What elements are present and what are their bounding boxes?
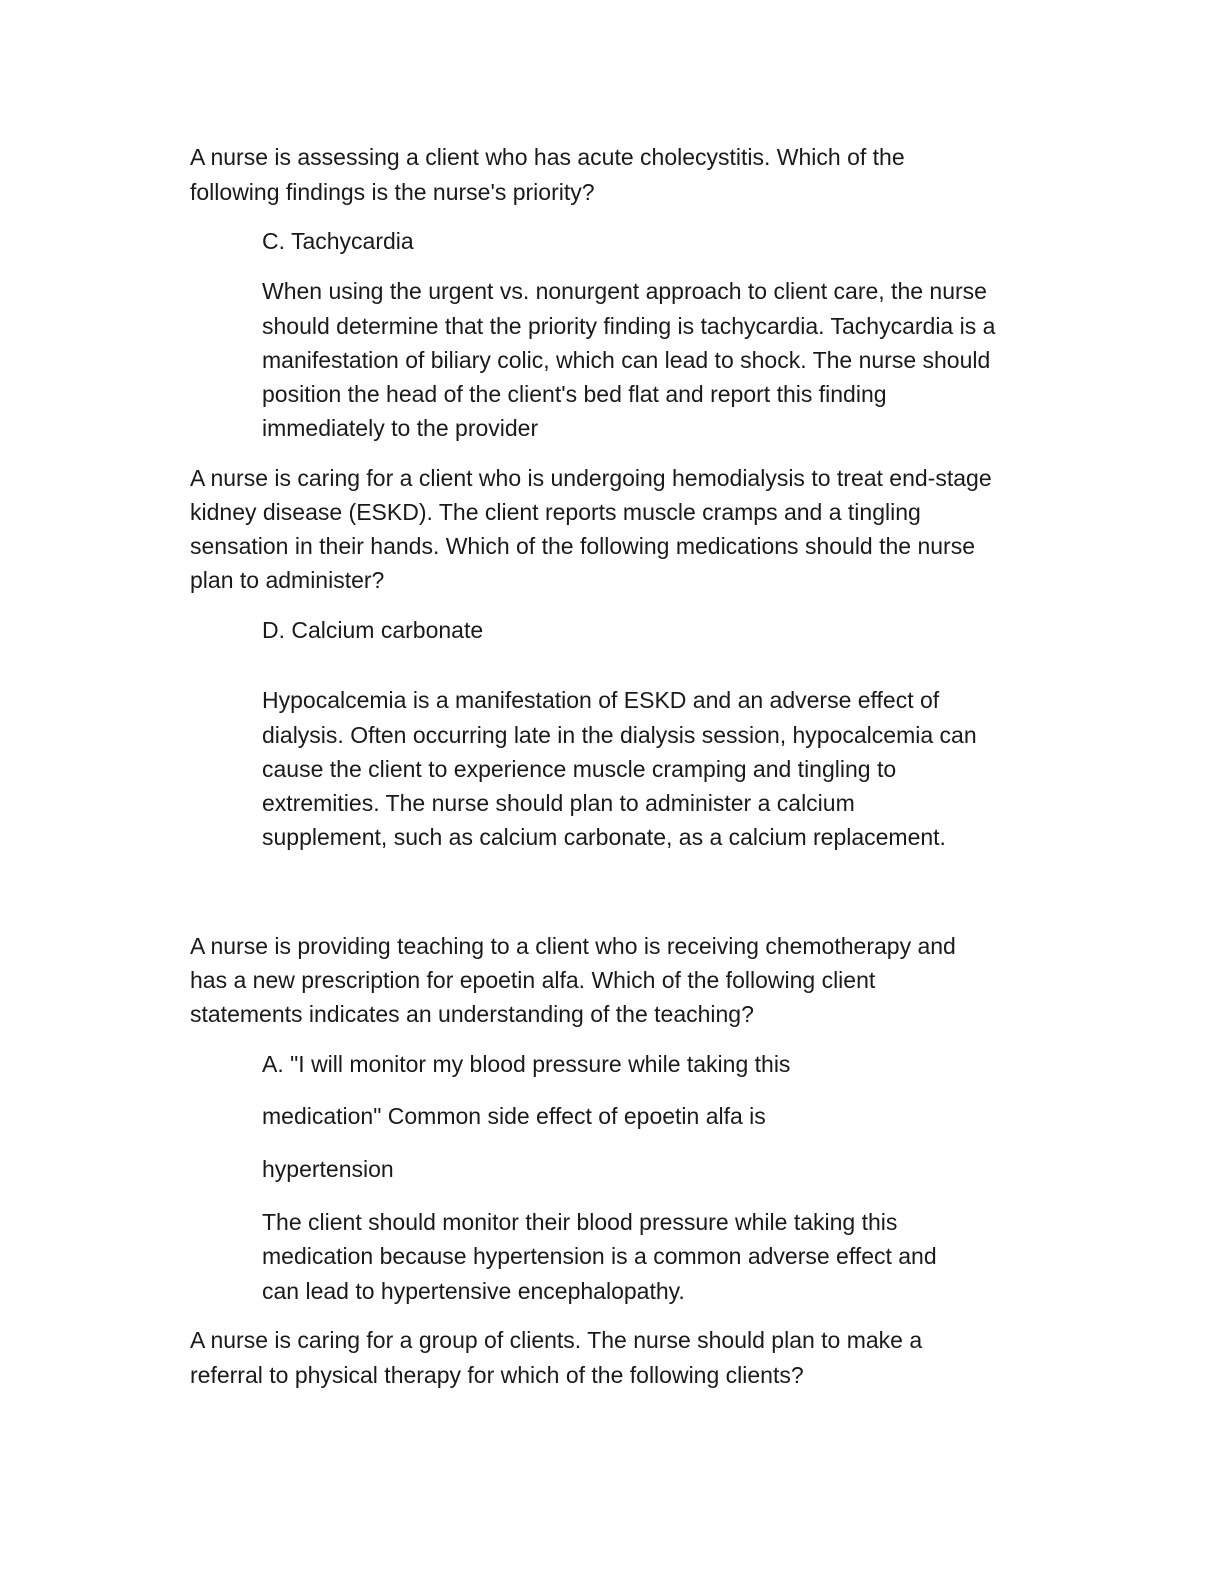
question-2-line-3: sensation in their hands. Which of the following medications should the nurse xyxy=(190,533,976,559)
question-3-line-1: A nurse is providing teaching to a client who is receiving chemotherapy and xyxy=(190,933,956,959)
rationale-3-line-2: medication because hypertension is a common adverse effect and xyxy=(262,1243,937,1269)
question-2-line-4: plan to administer? xyxy=(190,567,385,593)
rationale-1-line-3: manifestation of biliary colic, which can lead to shock. The nurse should xyxy=(262,347,991,373)
question-1-line-2: following findings is the nurse's priority? xyxy=(190,179,595,205)
answer-3-line-1: A. "I will monitor my blood pressure while taking this xyxy=(262,1051,791,1077)
rationale-2-line-3: cause the client to experience muscle cramping and tingling to xyxy=(262,756,897,782)
answer-3-line-3: hypertension xyxy=(262,1156,394,1182)
rationale-2-line-1: Hypocalcemia is a manifestation of ESKD and an adverse effect of xyxy=(262,687,940,713)
rationale-3-line-1: The client should monitor their blood pressure while taking this xyxy=(262,1209,898,1235)
question-4-line-2: referral to physical therapy for which of the following clients? xyxy=(190,1362,804,1388)
rationale-1-line-2: should determine that the priority finding is tachycardia. Tachycardia is a xyxy=(262,313,996,339)
rationale-1-line-4: position the head of the client's bed flat and report this finding xyxy=(262,381,887,407)
rationale-2-line-5: supplement, such as calcium carbonate, as a calcium replacement. xyxy=(262,824,946,850)
answer-3-line-2: medication" Common side effect of epoetin alfa is xyxy=(262,1103,766,1129)
answer-1-line-1: C. Tachycardia xyxy=(262,228,414,254)
rationale-2-line-4: extremities. The nurse should plan to administer a calcium xyxy=(262,790,855,816)
question-2-line-2: kidney disease (ESKD). The client reports muscle cramps and a tingling xyxy=(190,499,921,525)
question-3-line-2: has a new prescription for epoetin alfa. Which of the following client xyxy=(190,967,876,993)
question-1-line-1: A nurse is assessing a client who has acute cholecystitis. Which of the xyxy=(190,144,905,170)
question-2-line-1: A nurse is caring for a client who is undergoing hemodialysis to treat end-stage xyxy=(190,465,992,491)
rationale-2-line-2: dialysis. Often occurring late in the dialysis session, hypocalcemia can xyxy=(262,722,977,748)
answer-2-line-1: D. Calcium carbonate xyxy=(262,617,484,643)
question-3-line-3: statements indicates an understanding of the teaching? xyxy=(190,1001,754,1027)
question-4-line-1: A nurse is caring for a group of clients. The nurse should plan to make a xyxy=(190,1327,923,1353)
rationale-1-line-1: When using the urgent vs. nonurgent approach to client care, the nurse xyxy=(262,278,987,304)
rationale-3-line-3: can lead to hypertensive encephalopathy. xyxy=(262,1278,685,1304)
rationale-1-line-5: immediately to the provider xyxy=(262,415,539,441)
